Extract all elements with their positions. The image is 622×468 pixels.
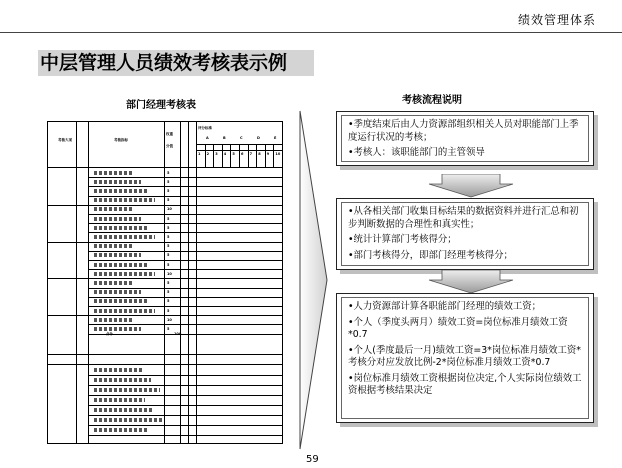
grid-vline xyxy=(256,144,257,168)
number-label: 3 xyxy=(215,152,218,156)
grade-label: D xyxy=(257,136,260,140)
weight-value: 5 xyxy=(167,308,170,313)
grid-hline xyxy=(88,232,282,233)
weight-value: 10 xyxy=(167,207,172,212)
box2-line-1: •从各相关部门收集目标结果的数据资料并进行汇总和初步判断数据的合理性和真实性； xyxy=(348,206,579,230)
criterion-text xyxy=(94,309,155,313)
grid-hline xyxy=(88,223,282,224)
grid-hline xyxy=(88,334,282,335)
grid-hline xyxy=(196,144,282,145)
grid-hline xyxy=(88,288,282,289)
flow-arrow-right-icon xyxy=(299,110,329,450)
box3-line-4: •岗位标准月绩效工资根据岗位决定,个人实际岗位绩效工资根据考核结果决定 xyxy=(348,372,582,396)
number-label: 9 xyxy=(266,152,270,156)
weight-value: 5 xyxy=(167,299,170,304)
criterion-text xyxy=(94,368,142,372)
criterion-text xyxy=(94,198,155,202)
box3-line-3: •个人(季度最后一月)绩效工资=3*岗位标准月绩效工资*考核分对应发放比例-2*岗位标准月绩效工资*0.7 xyxy=(348,344,581,368)
grid-vline xyxy=(76,122,77,443)
number-label: 6 xyxy=(241,152,244,156)
grade-label: E xyxy=(274,136,277,140)
criterion-text xyxy=(94,272,155,276)
grid-hline xyxy=(88,297,282,298)
criterion-text xyxy=(94,180,141,184)
grid-hline xyxy=(88,415,282,416)
grid-vline xyxy=(248,144,249,168)
grid-vline xyxy=(230,144,231,168)
criterion-text xyxy=(94,428,148,432)
criterion-text xyxy=(94,263,148,267)
number-label: 10 xyxy=(275,152,281,156)
group-hline xyxy=(48,205,282,206)
grid-hline xyxy=(88,435,282,436)
weight-value: 5 xyxy=(167,179,170,184)
grid-hline xyxy=(88,306,282,307)
grid-hline xyxy=(88,375,282,376)
grid-hline xyxy=(88,260,282,261)
grid-hline xyxy=(48,354,282,355)
process-box-3 xyxy=(336,293,594,423)
box1-line-1: •季度结束后由人力资源部组织相关人员对职能部门上季度运行状况的考核； xyxy=(348,119,579,143)
criterion-text xyxy=(94,299,148,303)
criterion-text xyxy=(94,418,163,422)
criterion-text xyxy=(94,207,134,211)
grid-hline xyxy=(48,364,282,365)
grid-hline xyxy=(88,395,282,396)
number-label: 4 xyxy=(223,152,227,156)
group-hline xyxy=(48,242,282,243)
criterion-text xyxy=(94,235,155,239)
assessment-table xyxy=(47,121,283,444)
criterion-text xyxy=(94,318,134,322)
criterion-text xyxy=(94,388,160,392)
grid-hline xyxy=(88,385,282,386)
process-box-1 xyxy=(336,111,594,166)
header-divider xyxy=(0,32,622,33)
weight-value: 5 xyxy=(167,326,170,331)
header-scale: 评分标准 xyxy=(198,126,212,130)
weight-value: 5 xyxy=(167,188,170,193)
grid-hline xyxy=(88,269,282,270)
criterion-text xyxy=(94,327,141,331)
grid-hline xyxy=(88,324,282,325)
criterion-text xyxy=(94,253,141,257)
grid-hline xyxy=(88,251,282,252)
criterion-text xyxy=(94,290,141,294)
header-col1: 考核大项 xyxy=(58,138,72,142)
criterion-text xyxy=(94,398,145,402)
weight-value: 5 xyxy=(167,216,170,221)
weight-value: 5 xyxy=(167,198,170,203)
weight-value: 5 xyxy=(167,244,170,249)
number-label: 5 xyxy=(232,152,235,156)
number-label: 2 xyxy=(206,152,210,156)
grid-vline xyxy=(196,144,197,168)
box2-line-3: •部门考核得分，即部门经理考核得分； xyxy=(348,249,513,261)
criterion-text xyxy=(94,378,151,382)
grid-hline xyxy=(88,177,282,178)
arrow-down-icon xyxy=(428,270,514,294)
header-col3: 权重 xyxy=(166,132,173,136)
weight-value: 5 xyxy=(167,280,170,285)
weight-value: 5 xyxy=(167,234,170,239)
criterion-text xyxy=(94,408,154,412)
right-subtitle: 考核流程说明 xyxy=(402,95,462,106)
weight-value: 5 xyxy=(167,170,170,175)
number-label: 8 xyxy=(258,152,261,156)
grade-label: A xyxy=(206,136,209,140)
grid-vline xyxy=(222,144,223,168)
grid-hline xyxy=(88,186,282,187)
group-hline xyxy=(48,315,282,316)
box3-line-1: •人力资源部计算各职能部门经理的绩效工资； xyxy=(348,301,542,312)
number-label: 1 xyxy=(198,152,201,156)
header-brand: 绩效管理体系 xyxy=(517,13,596,27)
grid-vline xyxy=(265,144,266,168)
page-number: 59 xyxy=(306,454,319,465)
weight-value: 10 xyxy=(167,317,172,322)
arrow-down-icon xyxy=(428,174,514,198)
weight-value: 5 xyxy=(167,253,170,258)
weight-value: 10 xyxy=(167,271,172,276)
weight-value: 5 xyxy=(167,225,170,230)
box1-line-2: •考核人：该职能部门的主管领导 xyxy=(348,147,485,158)
group-hline xyxy=(48,278,282,279)
criterion-text xyxy=(94,244,134,248)
page-title: 中层管理人员绩效考核表示例 xyxy=(40,52,288,74)
number-label: 7 xyxy=(249,152,253,156)
criterion-text xyxy=(94,189,148,193)
header-col2: 考核指标 xyxy=(114,138,128,142)
criterion-text xyxy=(94,217,141,221)
grid-vline xyxy=(273,144,274,168)
weight-value: 5 xyxy=(167,262,170,267)
left-subtitle: 部门经理考核表 xyxy=(126,100,196,111)
grid-hline xyxy=(88,425,282,426)
criterion-text xyxy=(94,281,134,285)
grid-vline xyxy=(239,144,240,168)
grid-hline xyxy=(88,214,282,215)
grid-hline xyxy=(88,196,282,197)
criterion-text xyxy=(94,226,148,230)
grid-vline xyxy=(213,144,214,168)
grade-label: B xyxy=(223,136,226,140)
process-box-2 xyxy=(336,198,594,270)
criterion-text xyxy=(94,171,134,175)
box2-line-2: •统计计算部门考核得分； xyxy=(348,234,457,245)
box3-line-2: •个人（季度头两月）绩效工资=岗位标准月绩效工资*0.7 xyxy=(348,316,568,340)
weight-value: 5 xyxy=(167,290,170,295)
grid-hline xyxy=(196,150,282,151)
grade-label: C xyxy=(240,136,243,140)
grid-hline xyxy=(88,405,282,406)
grid-vline xyxy=(205,144,206,168)
header-col4: 分值 xyxy=(166,144,173,148)
